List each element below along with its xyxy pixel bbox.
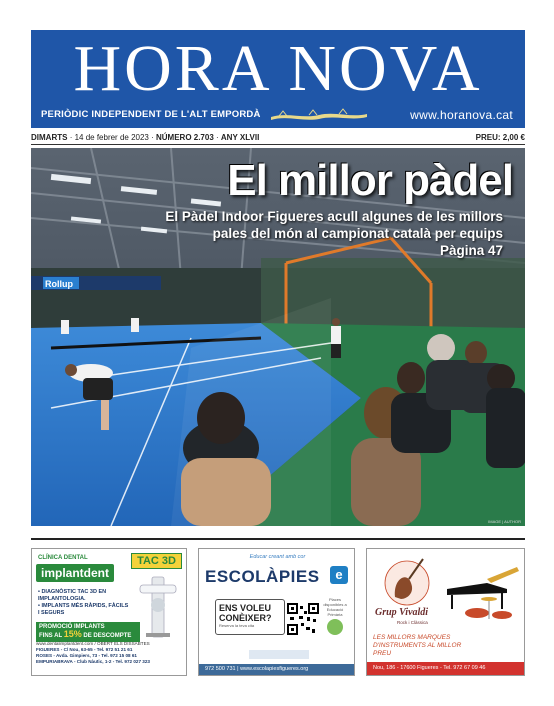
issue-day: DIMARTS <box>31 133 68 142</box>
ad-grup-vivaldi[interactable] <box>366 548 525 676</box>
places-badge: Places disponibles a Educació Primària <box>320 597 350 635</box>
clinic-location: FIGUERES - C/ Nou, 63-65 - Tel. 972 51 21 61 <box>36 647 133 652</box>
clinic-bullet: • DIAGNÒSTIC TAC 3D EN IMPLANTOLOGIA. <box>38 589 107 602</box>
music-slogan: LES MILLORS MARQUES D'INSTRUMENTS AL MILLOR PREU <box>373 634 462 657</box>
photo-credit: IMAGE | AUTHOR <box>488 519 521 524</box>
newspaper-title: HORA NOVA <box>73 32 483 105</box>
school-logo-icon: e <box>330 566 348 584</box>
school-question: ENS VOLEU CONÈIXER? <box>219 603 272 623</box>
issue-price: PREU: 2,00 € <box>475 133 525 142</box>
cover-subhead <box>143 208 503 259</box>
clinic-web[interactable]: www.dentalimplantdent.com / OBERT ELS DISSABTES <box>36 641 150 646</box>
qr-code-icon[interactable] <box>287 603 319 635</box>
masthead <box>31 30 525 128</box>
ad-escolapies[interactable] <box>198 548 355 676</box>
school-tagline: Educar creant amb cor <box>249 554 306 560</box>
newspaper-subtitle: PERIÒDIC INDEPENDENT DE L'ALT EMPORDÀ <box>41 109 261 120</box>
school-name: ESCOLÀPIES <box>205 567 320 586</box>
banner-rollup-label: Rollup <box>45 279 73 289</box>
cover-photo[interactable] <box>31 148 525 526</box>
dateline <box>31 133 525 145</box>
music-brand: Grup Vivaldi <box>375 607 429 618</box>
scanner-machine-icon <box>138 575 178 639</box>
issue-date: 14 de febrer de 2023 <box>74 133 149 142</box>
landscape-logo-icon <box>269 108 369 122</box>
issue-year: ANY XLVII <box>220 133 260 142</box>
discount-percent: 15% <box>63 629 82 639</box>
clinic-location: EMPURIABRAVA - Club Nàutic, 1-2 - Tel. 972 027 323 <box>36 659 150 664</box>
clinic-promo: PROMOCIÓ IMPLANTS FINS AL 15% DE DESCOMPTE <box>36 622 140 642</box>
school-footer[interactable]: 972 500 731 | www.escolapiesfigueres.org <box>199 664 355 675</box>
clinic-location: ROSES - Avda. Gimpiers, 73 - Tel. 972 15 08 61 <box>36 653 137 658</box>
music-footer[interactable]: Nou, 186 - 17600 Figueres - Tel. 972 67 09 46 <box>367 662 525 675</box>
cover-subhead-text: El Pàdel Indoor Figueres acull algunes de les millors pales del món al campionat català per equips <box>165 209 503 241</box>
clinic-label: CLÍNICA DENTAL <box>38 555 88 561</box>
cover-headline[interactable]: El millor pàdel <box>227 156 513 205</box>
issue-info: DIMARTS · 14 de febrer de 2023 · NÚMERO 2.703 · ANY XLVII <box>31 133 260 142</box>
clinic-bullets <box>38 589 130 617</box>
issue-number: NÚMERO 2.703 <box>155 133 214 142</box>
website-link[interactable]: www.horanova.cat <box>410 108 513 122</box>
tac3d-badge: TAC 3D <box>131 553 182 569</box>
speech-bubble <box>215 599 285 635</box>
clinic-contact <box>36 641 186 665</box>
clinic-bullet: • IMPLANTS MÉS RÀPIDS, FÀCILS I SEGURS <box>38 603 129 616</box>
music-brand-sub: Rock i Clàssica <box>397 620 428 625</box>
school-logos-strip <box>249 650 309 659</box>
page-reference[interactable]: Pàgina 47 <box>439 243 503 258</box>
clinic-brand: implantdent <box>36 564 114 582</box>
school-question-sub: Reserva la teva cita <box>219 623 255 628</box>
places-dot-icon <box>327 619 343 635</box>
ad-dental-clinic[interactable] <box>31 548 187 676</box>
ads-divider <box>31 538 525 540</box>
